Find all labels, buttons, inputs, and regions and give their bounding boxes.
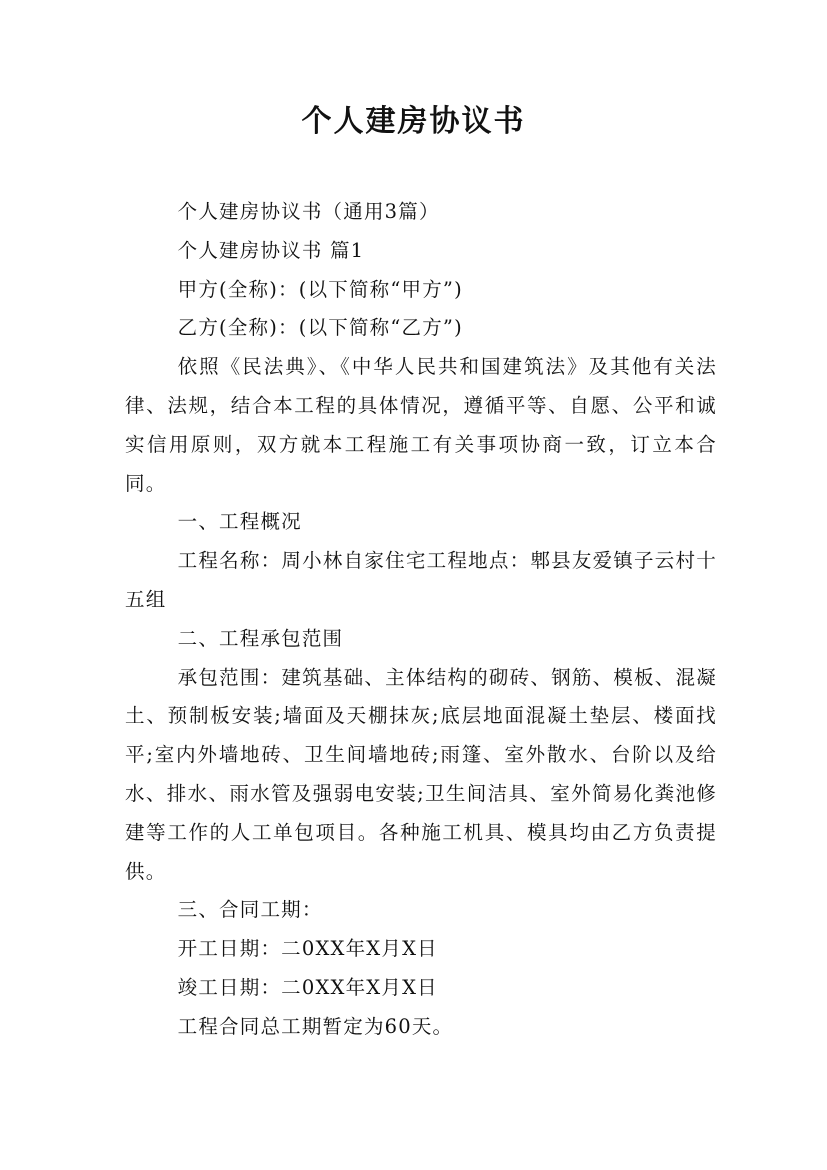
- paragraph-completion-date: 竣工日期：二0XX年X月X日: [177, 975, 438, 999]
- paragraph-subtitle: 个人建房协议书（通用3篇）: [177, 200, 440, 223]
- paragraph-scope: 承包范围：建筑基础、主体结构的砌砖、钢筋、模板、混凝土、预制板安装;墙面及天棚抹灰;底层地面混凝土垫层、楼面找平;室内外墙地砖、卫生间墙地砖;雨篷、室外散水、台阶以及给水、排水、雨水管及强弱电安装;卫生间洁具、室外简易化粪池修建等工作的人工单包项目。各种施工机具、模具均由乙方负责提供。: [125, 665, 717, 883]
- paragraph-total-duration: 工程合同总工期暂定为60天。: [177, 1014, 454, 1038]
- paragraph-heading-overview: 一、工程概况: [177, 510, 302, 534]
- paragraph-party-a: 甲方(全称)：(以下简称“甲方”): [177, 277, 463, 301]
- document-body: [125, 193, 717, 1047]
- paragraph-section-heading: 个人建房协议书 篇1: [177, 238, 365, 262]
- paragraph-party-b: 乙方(全称)：(以下简称“乙方”): [177, 316, 463, 340]
- paragraph-start-date: 开工日期：二0XX年X月X日: [177, 937, 438, 961]
- paragraph-heading-scope: 二、工程承包范围: [177, 626, 344, 650]
- document-title: 个人建房协议书: [301, 104, 526, 139]
- paragraph-heading-duration: 三、合同工期：: [177, 898, 323, 922]
- paragraph-project-name: 工程名称：周小林自家住宅工程地点：郫县友爱镇子云村十五组: [125, 549, 717, 611]
- paragraph-preamble: 依照《民法典》、《中华人民共和国建筑法》及其他有关法律、法规，结合本工程的具体情况，遵循平等、自愿、公平和诚实信用原则，双方就本工程施工有关事项协商一致，订立本合同。: [125, 355, 717, 495]
